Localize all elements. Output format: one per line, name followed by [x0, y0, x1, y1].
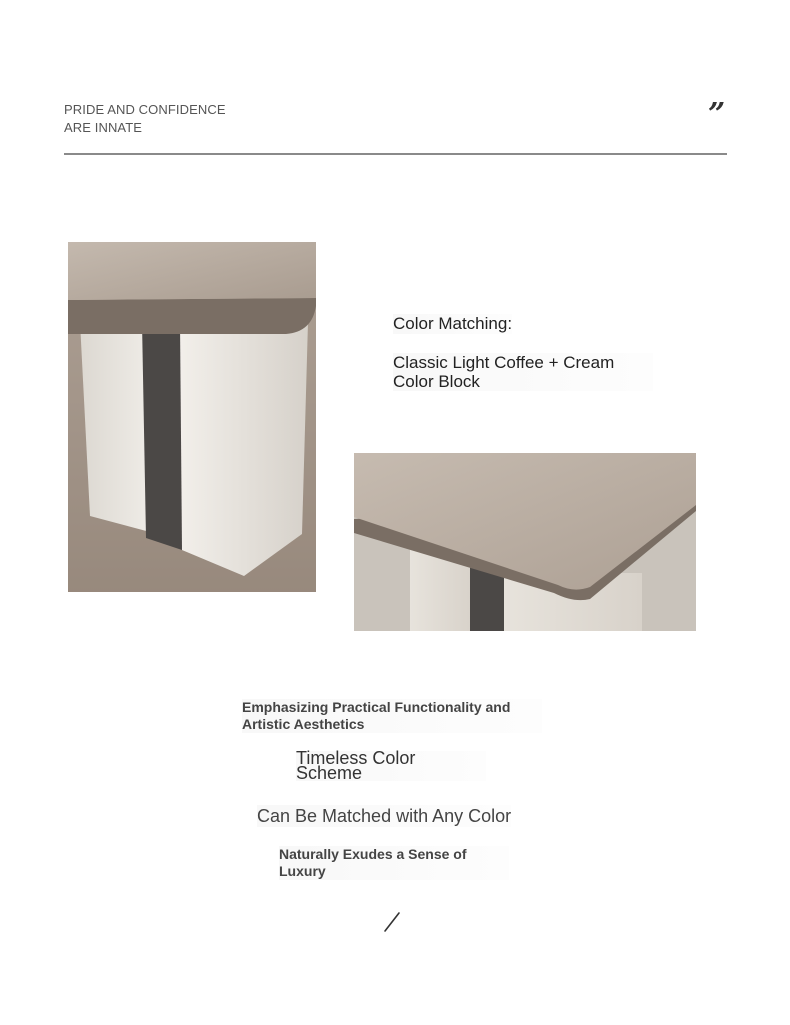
- table-pedestal-photo: [68, 242, 316, 592]
- tabletop-corner-photo: [354, 453, 696, 631]
- header-tagline: [64, 101, 226, 137]
- feature-luxury: Naturally Exudes a Sense of Luxury: [279, 846, 509, 880]
- tagline-line-1: PRIDE AND CONFIDENCE: [64, 102, 226, 117]
- feature-match-any-color: Can Be Matched with Any Color: [257, 806, 512, 826]
- color-matching-label: Color Matching:: [393, 314, 513, 333]
- header-divider: [64, 153, 727, 155]
- closing-quote-icon: ”: [708, 97, 726, 132]
- tagline-line-2: ARE INNATE: [64, 120, 143, 135]
- feature-functionality-aesthetics: Emphasizing Practical Functionality and Artistic Aesthetics: [242, 699, 542, 733]
- slash-icon: [383, 911, 401, 933]
- color-matching-value: Classic Light Coffee + Cream Color Block: [393, 353, 653, 391]
- feature-timeless-color: Timeless Color Scheme: [296, 751, 486, 781]
